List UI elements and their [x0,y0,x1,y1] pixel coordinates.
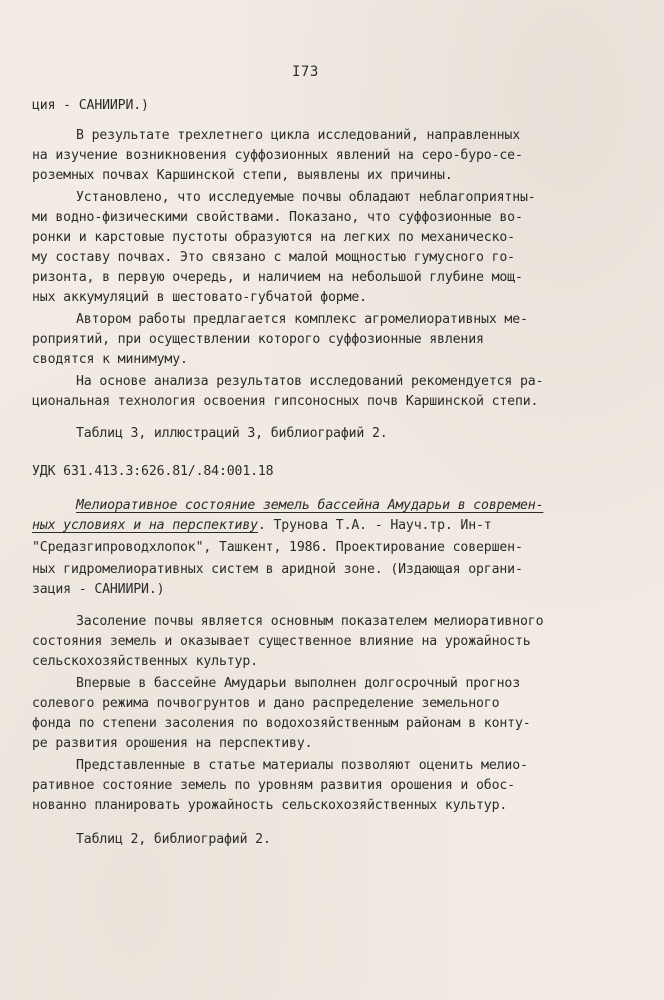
article-title-line-2-wrap [32,518,492,534]
s2-p1-line-1: Засоление почвы является основным показателем мелиоративного [76,614,544,629]
page-number: I73 [292,64,319,80]
article-header-line-3: "Средазгипроводхлопок", Ташкент, 1986. Проектирование совершен- [32,540,523,555]
s2-p1-line-3: сельскохозяйственных культур. [32,654,258,669]
continuation-line: ция - САНИИРИ.) [32,98,149,113]
s1-p4-line-2: циональная технология освоения гипсоносных почв Каршинской степи. [32,394,539,409]
s2-p2-line-2: солевого режима почвогрунтов и дано распределение земельного [32,696,500,711]
s1-p1-line-1: В результате трехлетнего цикла исследований, направленных [76,128,521,143]
article-author-source: . Трунова Т.А. - Науч.тр. Ин-т [257,518,492,533]
article-title-line-1: Мелиоративное состояние земель бассейна Амударьи в современ- [76,498,544,513]
udk-code: УДК 631.413.3:626.81/.84:001.18 [32,464,274,479]
s1-p2-line-5: ризонта, в первую очередь, и наличием на небольшой глубине мощ- [32,270,523,285]
s2-p3-line-3: нованно планировать урожайность сельскохозяйственных культур. [32,798,508,813]
s2-footer: Таблиц 2, библиографий 2. [76,832,271,847]
s2-p2-line-4: ре развития орошения на перспективу. [32,736,313,751]
s1-p2-line-3: ронки и карстовые пустоты образуются на легких по механическо- [32,230,515,245]
s1-p2-line-1: Установлено, что исследуемые почвы обладают неблагоприятны- [76,190,536,205]
s1-p3-line-2: роприятий, при осуществлении которого суффозионные явления [32,332,484,347]
s1-footer: Таблиц 3, иллюстраций 3, библиографий 2. [76,426,388,441]
article-title-line-2: ных условиях и на перспективу [32,518,258,533]
article-header-line-4: ных гидромелиоративных систем в аридной зоне. (Издающая органи- [32,562,523,577]
s1-p2-line-2: ми водно-физическими свойствами. Показано, что суффозионные во- [32,210,523,225]
s1-p2-line-6: ных аккумуляций в шестовато-губчатой форме. [32,290,367,305]
s2-p2-line-1: Впервые в бассейне Амударьи выполнен долгосрочный прогноз [76,676,521,691]
article-header-line-5: зация - САНИИРИ.) [32,582,165,597]
s1-p3-line-3: сводятся к минимуму. [32,352,188,367]
s1-p1-line-2: на изучение возникновения суффозионных явлений на серо-буро-се- [32,148,523,163]
s1-p1-line-3: роземных почвах Каршинской степи, выявлены их причины. [32,168,453,183]
s1-p3-line-1: Автором работы предлагается комплекс агромелиоративных ме- [76,312,528,327]
s1-p2-line-4: му составу почвах. Это связано с малой мощностью гумусного го- [32,250,515,265]
s2-p1-line-2: состояния земель и оказывает существенное влияние на урожайность [32,634,531,649]
s2-p2-line-3: фонда по степени засоления по водохозяйственным районам в конту- [32,716,531,731]
s1-p4-line-1: На основе анализа результатов исследований рекомендуется ра- [76,374,544,389]
s2-p3-line-2: ративное состояние земель по уровням развития орошения и обос- [32,778,515,793]
s2-p3-line-1: Представленные в статье материалы позволяют оценить мелио- [76,758,528,773]
